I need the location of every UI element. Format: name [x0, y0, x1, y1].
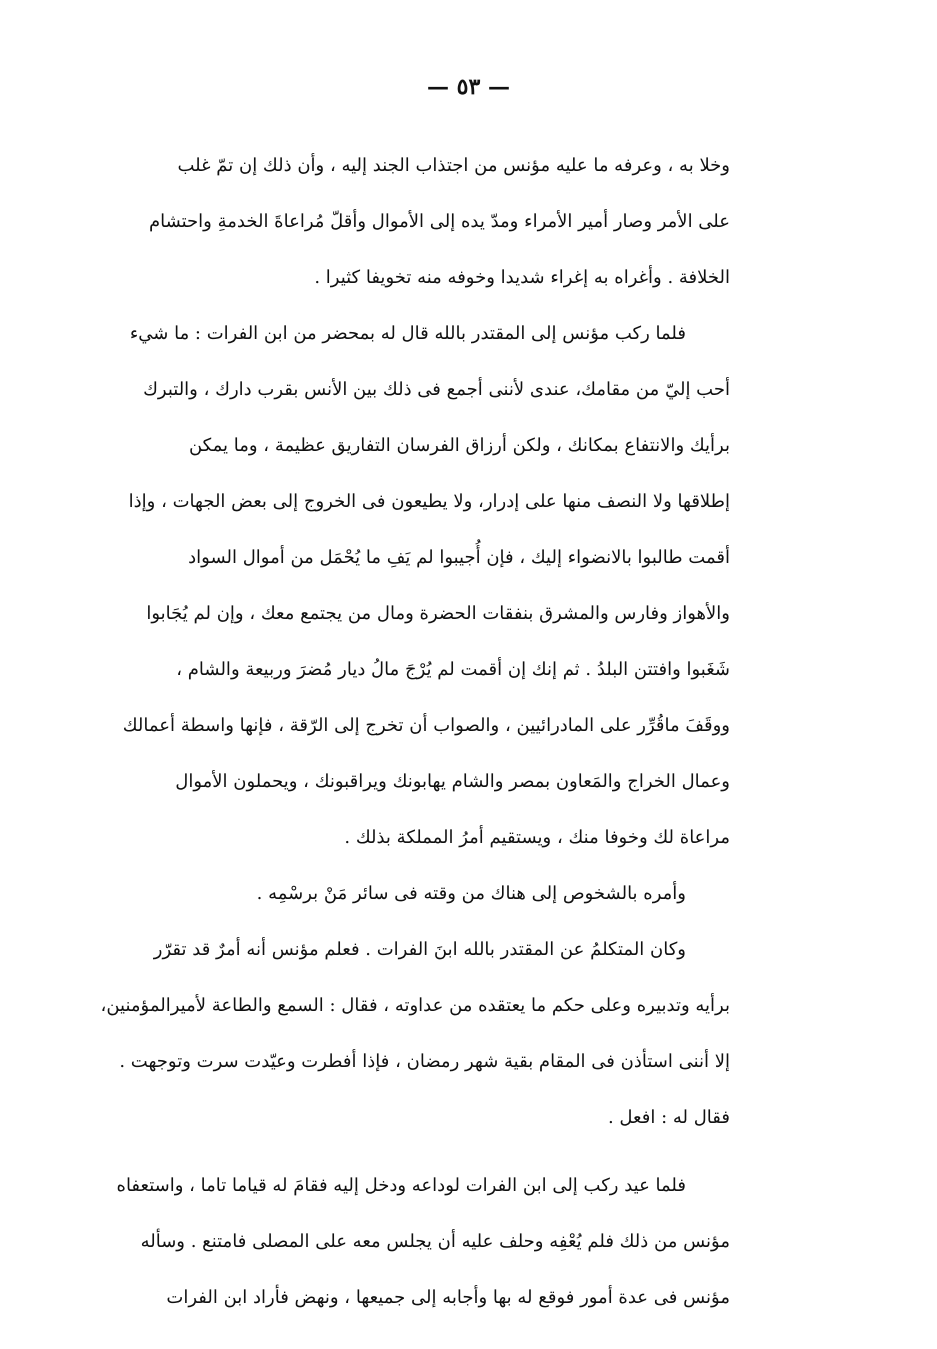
- text-line: على الأمر وصار أمير الأمراء ومدّ يده إلى الأموال وأقلّ مُراعاةَ الخدمةِ واحتشام: [148, 211, 730, 232]
- text-line: أقمت طالبوا بالانضواء إليك ، فإن أُجيبوا لم يَفِ ما يُحْمَل من أموال السواد: [188, 547, 730, 568]
- text-line: برأيه وتدبيره وعلى حكم ما يعتقده من عداوته ، فقال : السمع والطاعة لأميرالمؤمنين،: [100, 995, 730, 1016]
- paragraph-gap: [200, 1146, 730, 1158]
- text-line: مؤنس فى عدة أمور فوقع له بها وأجابه إلى جميعها ، ونهض فأراد ابن الفرات: [166, 1287, 730, 1308]
- text-line: والأهواز وفارس والمشرق بنفقات الحضرة ومال من يجتمع معك ، وإن لم يُجَابوا: [146, 603, 730, 624]
- text-line: مراعاة لك وخوفا منك ، ويستقيم أمرُ المملكة بذلك .: [344, 827, 730, 848]
- text-line: إلا أننى استأذن فى المقام بقية شهر رمضان ، فإذا أفطرت وعيّدت سرت وتوجهت .: [119, 1051, 730, 1072]
- text-line: فلما عيد ركب إلى ابن الفرات لوداعه ودخل إليه فقامَ له قياما تاما ، واستعفاه: [116, 1175, 686, 1196]
- text-line: فلما ركب مؤنس إلى المقتدر بالله قال له بمحضر من ابن الفرات : ما شيء: [129, 323, 686, 344]
- text-line: أحب إليّ من مقامك، عندى لأننى أجمع فى ذلك بين الأنس بقرب دارك ، والتبرك: [143, 379, 730, 400]
- text-line: الخلافة . وأغراه به إغراء شديدا وخوفه منه تخويفا كثيرا .: [314, 267, 730, 288]
- text-line: فقال له : افعل .: [607, 1107, 730, 1128]
- text-line: مؤنس من ذلك فلم يُعْفِه وحلف عليه أن يجلس معه على المصلى فامتنع . وسأله: [140, 1231, 730, 1252]
- text-line: شَغَبوا وافتتن البلدُ . ثم إنك إن أقمت لم يُرْجَ مالُ ديار مُضرَ وربيعة والشام ،: [176, 659, 730, 680]
- text-line: برأيك والانتفاع بمكانك ، ولكن أرزاق الفرسان التفاريق عظيمة ، وما يمكن: [188, 435, 730, 456]
- text-line: وخلا به ، وعرفه ما عليه مؤنس من اجتذاب الجند إليه ، وأن ذلك إن تمّ غلب: [177, 155, 730, 176]
- page-number: — ٥٣ —: [427, 74, 510, 100]
- text-line: وكان المتكلمُ عن المقتدر بالله ابنَ الفرات . فعلم مؤنس أنه أمرٌ قد تقرّر: [153, 939, 686, 960]
- body-text: [100, 138, 730, 1326]
- text-line: إطلاقها ولا النصف منها على إدرار، ولا يطيعون فى الخروج إلى بعض الجهات ، وإذا: [128, 491, 730, 512]
- text-line: ووقَفَ ماقُرِّر على المادرائيين ، والصواب أن تخرج إلى الرّقة ، فإنها واسطة أعمالك: [122, 715, 730, 736]
- text-line: وأمره بالشخوص إلى هناك من وقته فى سائر مَنْ برسْمِه .: [256, 883, 686, 904]
- text-line: وعمال الخراج والمَعاون بمصر والشام يهابونك ويراقبونك ، ويحملون الأموال: [175, 771, 730, 792]
